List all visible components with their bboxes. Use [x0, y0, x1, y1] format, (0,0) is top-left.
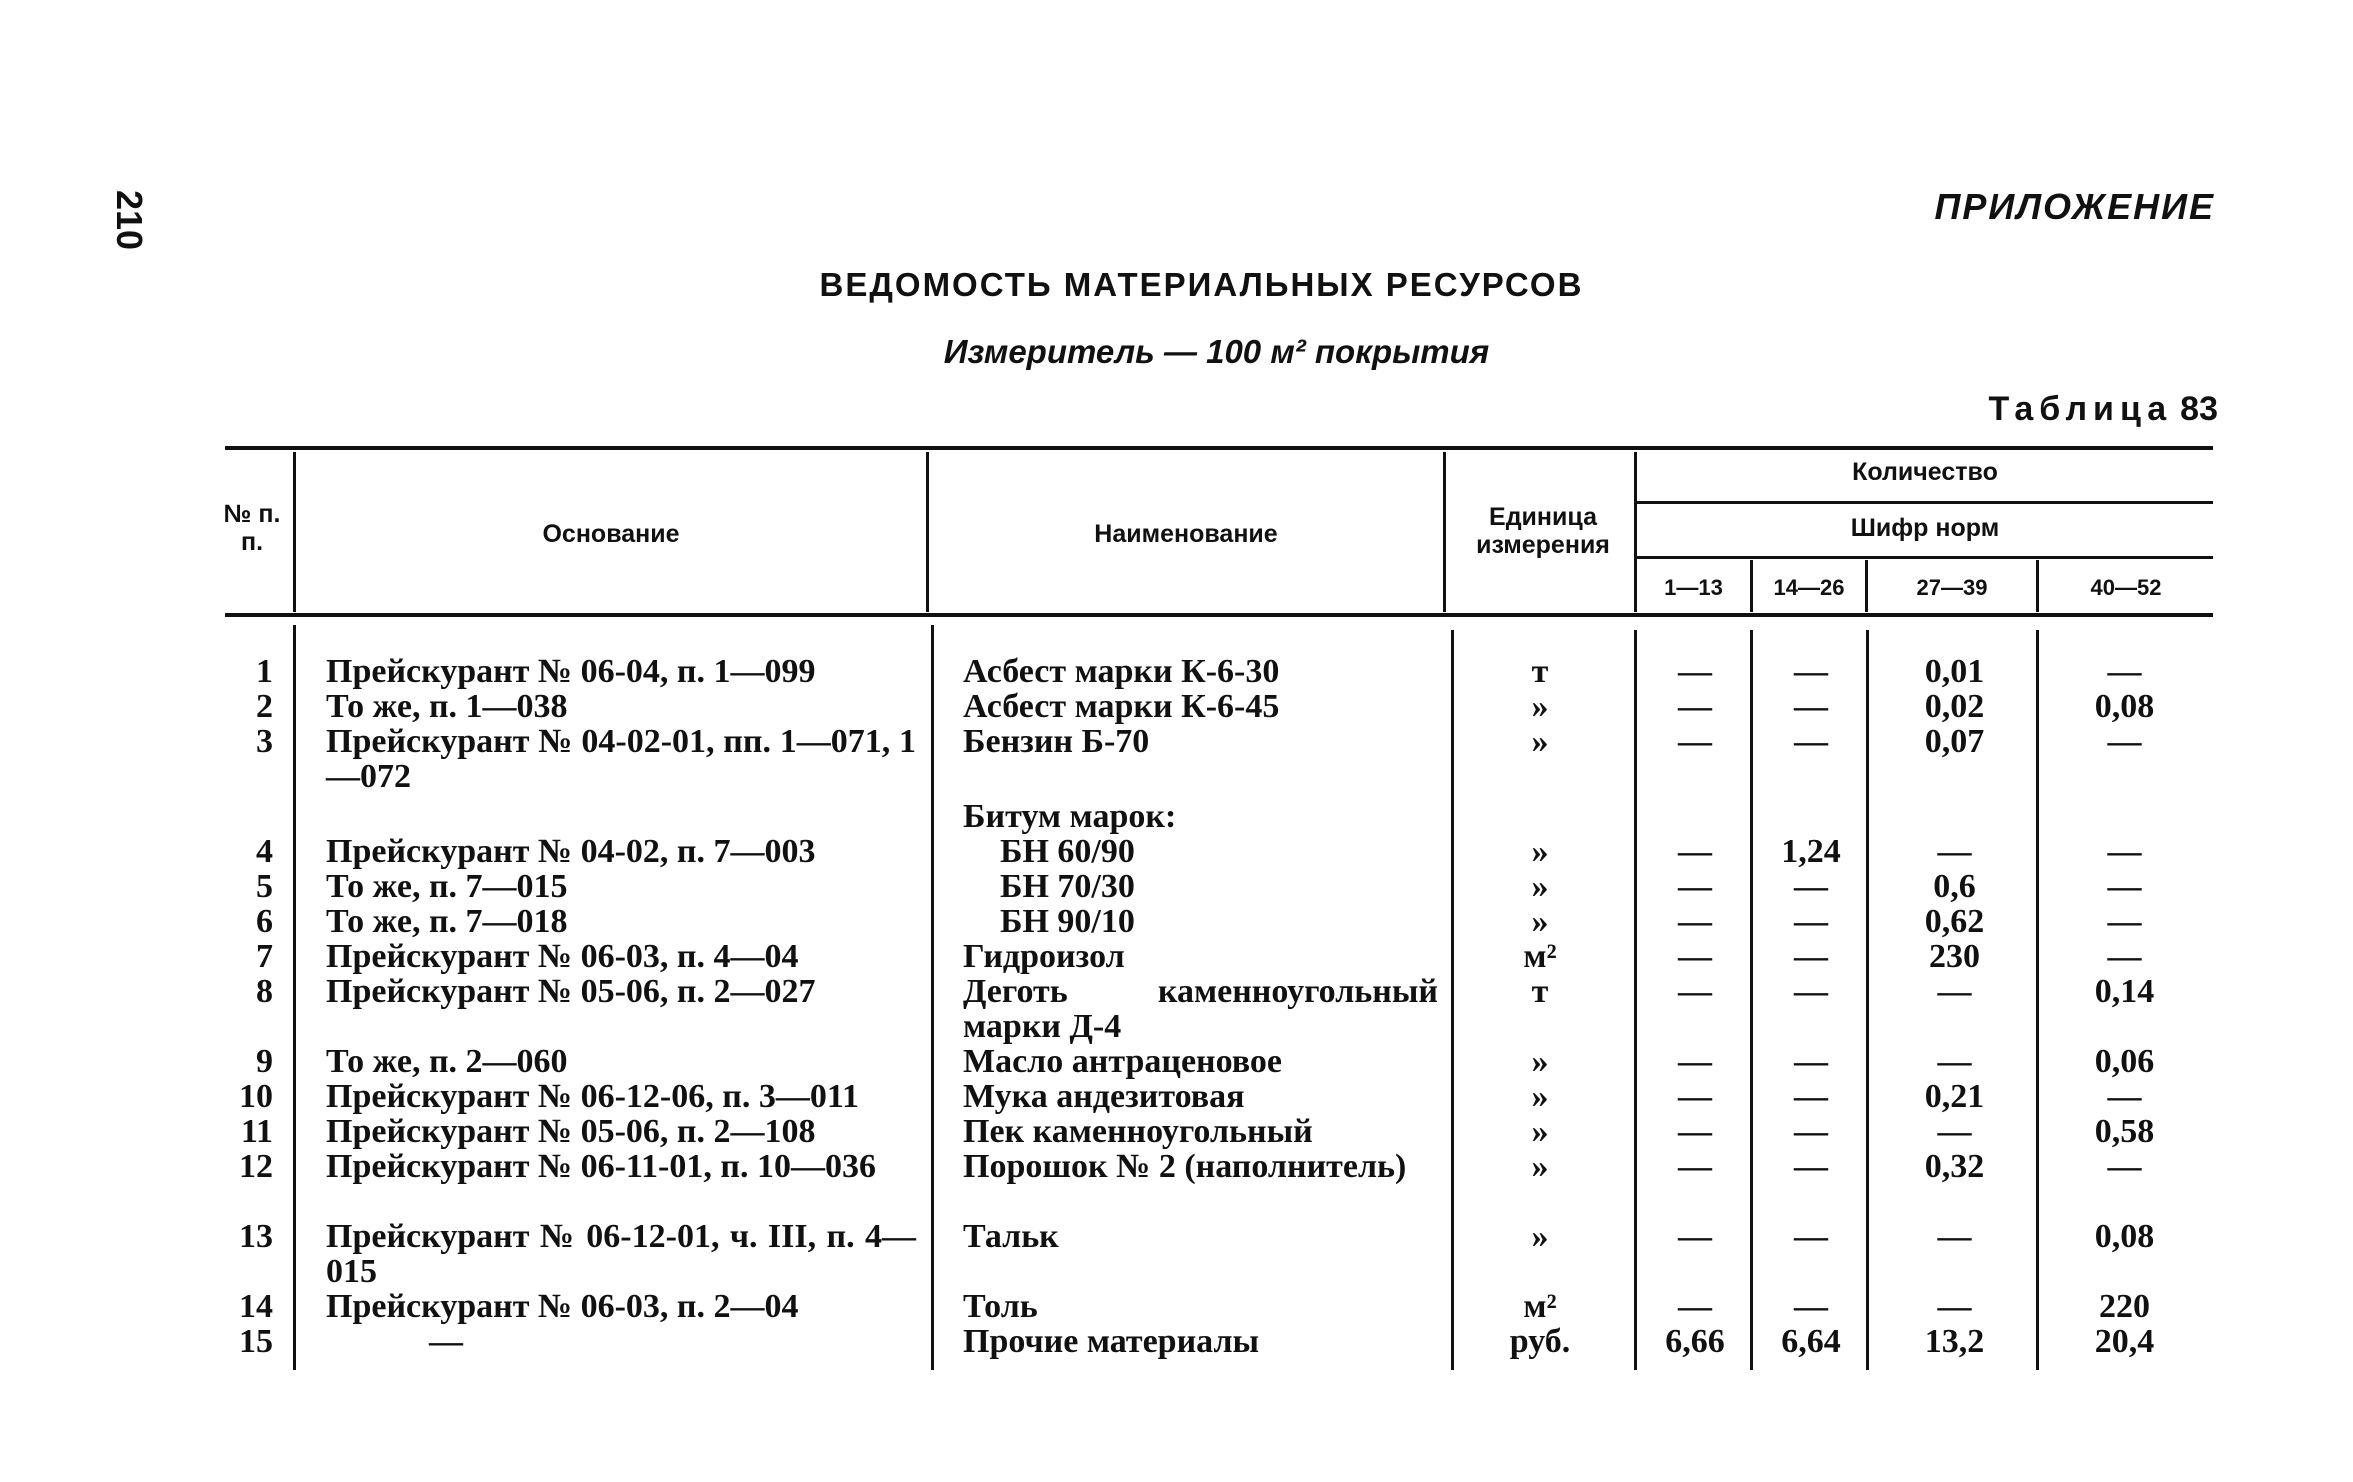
- row-number: 15: [239, 1323, 273, 1360]
- row-unit: »: [1531, 1113, 1549, 1150]
- row-number: 14: [239, 1288, 273, 1325]
- body-divider: [1750, 630, 1753, 1370]
- body-divider: [1451, 630, 1454, 1370]
- table-top-rule: [225, 446, 2213, 450]
- row-basis: —: [429, 1323, 463, 1360]
- row-qty-4: —: [2107, 938, 2142, 975]
- row-qty-2: —: [1794, 1218, 1828, 1255]
- row-qty-2: —: [1794, 653, 1828, 690]
- table-caption-number: 83: [2180, 390, 2218, 428]
- row-unit: »: [1531, 1043, 1549, 1080]
- row-number: 9: [256, 1043, 273, 1080]
- row-name: Прочие материалы: [963, 1323, 1260, 1360]
- row-qty-4: —: [2107, 1148, 2142, 1185]
- header-divider: [1443, 452, 1446, 612]
- row-qty-2: —: [1794, 1148, 1828, 1185]
- row-basis: То же, п. 1—038: [326, 688, 568, 725]
- row-number: 3: [256, 723, 273, 760]
- row-qty-4: —: [2107, 903, 2142, 940]
- row-unit: »: [1531, 903, 1549, 940]
- row-qty-1: —: [1678, 833, 1712, 870]
- row-name: БН 60/90: [1000, 833, 1135, 870]
- body-divider: [931, 625, 934, 1370]
- row-qty-2: —: [1794, 938, 1828, 975]
- row-basis: Прейскурант № 05-06, п. 2—108: [326, 1113, 816, 1150]
- row-qty-3: —: [1937, 1043, 1972, 1080]
- row-unit: »: [1531, 688, 1549, 725]
- norm-code-rule: [1636, 556, 2213, 559]
- row-qty-3: —: [1937, 1218, 1972, 1255]
- header-basis: Основание: [542, 520, 680, 548]
- row-qty-2: —: [1794, 1043, 1828, 1080]
- row-qty-4: 220: [2099, 1288, 2150, 1325]
- row-name: БН 90/10: [1000, 903, 1135, 940]
- row-qty-2: —: [1794, 688, 1828, 725]
- row-basis: Прейскурант № 06-11-01, п. 10—036: [326, 1148, 876, 1185]
- row-qty-2: —: [1794, 903, 1828, 940]
- row-name: Пек каменноугольный: [963, 1113, 1313, 1150]
- row-qty-4: —: [2107, 1078, 2142, 1115]
- row-number: 13: [239, 1218, 273, 1255]
- row-number: 2: [256, 688, 273, 725]
- row-qty-4: 0,08: [2094, 1218, 2155, 1255]
- row-qty-1: —: [1678, 868, 1712, 905]
- row-unit: »: [1531, 868, 1549, 905]
- row-qty-3: 0,62: [1924, 903, 1985, 940]
- row-qty-4: —: [2107, 868, 2142, 905]
- row-number: 7: [256, 938, 273, 975]
- table-caption-word: Таблица: [1988, 390, 2173, 428]
- row-name: Гидроизол: [963, 938, 1125, 975]
- header-col-1: 1—13: [1664, 575, 1723, 600]
- row-qty-3: 230: [1929, 938, 1980, 975]
- row-number: 12: [239, 1148, 273, 1185]
- header-col-3: 27—39: [1916, 575, 1988, 600]
- body-divider: [293, 625, 296, 1370]
- row-basis: Прейскурант № 06-12-06, п. 3—011: [326, 1078, 859, 1115]
- header-name: Наименование: [1094, 520, 1278, 548]
- row-unit: руб.: [1509, 1323, 1571, 1360]
- row-qty-4: —: [2107, 723, 2142, 760]
- group-heading: Битум марок:: [963, 798, 1177, 835]
- row-qty-2: —: [1794, 1078, 1828, 1115]
- row-unit: т: [1531, 653, 1549, 690]
- header-unit: Единица измерения: [1476, 503, 1610, 559]
- row-number: 11: [240, 1113, 273, 1150]
- row-qty-1: —: [1678, 1113, 1712, 1150]
- row-number: 8: [256, 973, 273, 1010]
- header-col-2: 14—26: [1773, 575, 1845, 600]
- row-qty-1: —: [1678, 1148, 1712, 1185]
- row-basis: Прейскурант № 06-03, п. 2—04: [326, 1288, 799, 1325]
- row-basis: То же, п. 2—060: [326, 1043, 568, 1080]
- row-qty-4: 0,58: [2094, 1113, 2155, 1150]
- row-qty-3: 0,07: [1924, 723, 1985, 760]
- row-basis: Прейскурант № 06-03, п. 4—04: [326, 938, 799, 975]
- row-qty-1: —: [1678, 723, 1712, 760]
- row-name: Толь: [963, 1288, 1038, 1325]
- row-name: Порошок № 2 (наполнитель): [963, 1148, 1407, 1185]
- row-qty-2: —: [1794, 1113, 1828, 1150]
- row-name: Асбест марки К-6-45: [963, 688, 1280, 725]
- row-qty-1: —: [1678, 653, 1712, 690]
- row-basis: То же, п. 7—015: [326, 868, 568, 905]
- row-unit: м²: [1523, 1288, 1557, 1325]
- row-qty-4: 0,08: [2094, 688, 2155, 725]
- row-qty-3: —: [1937, 1288, 1972, 1325]
- header-quantity: Количество: [1852, 458, 1998, 486]
- row-qty-1: —: [1678, 1043, 1712, 1080]
- row-basis: Прейскурант № 04-02-01, пп. 1—071, 1—072: [326, 723, 916, 795]
- row-qty-3: 0,6: [1933, 868, 1976, 905]
- row-qty-1: 6,66: [1665, 1323, 1725, 1360]
- row-unit: »: [1531, 1078, 1549, 1115]
- row-qty-2: —: [1794, 723, 1828, 760]
- row-qty-1: —: [1678, 903, 1712, 940]
- row-qty-3: —: [1937, 833, 1972, 870]
- page-number: 210: [109, 190, 150, 251]
- header-row-no: № п. п.: [223, 500, 281, 556]
- body-divider: [1634, 630, 1637, 1370]
- row-name: Деготь каменноугольный марки Д-4: [963, 973, 1438, 1045]
- row-number: 4: [256, 833, 273, 870]
- row-number: 6: [256, 903, 273, 940]
- row-qty-1: —: [1678, 688, 1712, 725]
- document-subtitle: Измеритель — 100 м² покрытия: [943, 333, 1490, 370]
- row-qty-1: —: [1678, 973, 1712, 1010]
- row-unit: »: [1531, 723, 1549, 760]
- row-qty-3: —: [1937, 1113, 1972, 1150]
- row-number: 10: [239, 1078, 273, 1115]
- header-bottom-rule: [225, 613, 2213, 617]
- row-qty-4: —: [2107, 653, 2142, 690]
- row-qty-3: 13,2: [1924, 1323, 1985, 1360]
- row-qty-2: 1,24: [1781, 833, 1841, 870]
- header-col-4: 40—52: [2090, 575, 2162, 600]
- row-qty-4: 20,4: [2094, 1323, 2155, 1360]
- row-qty-2: —: [1794, 973, 1828, 1010]
- row-name: Бензин Б-70: [963, 723, 1150, 760]
- row-qty-4: 0,06: [2094, 1043, 2155, 1080]
- header-norm-code: Шифр норм: [1850, 514, 2000, 542]
- row-qty-4: —: [2107, 833, 2142, 870]
- row-unit: м²: [1523, 938, 1557, 975]
- quantity-rule: [1636, 501, 2213, 504]
- row-basis: Прейскурант № 05-06, п. 2—027: [326, 973, 816, 1010]
- table-caption: [1988, 390, 2218, 429]
- row-qty-3: 0,01: [1924, 653, 1985, 690]
- row-name: Мука андезитовая: [963, 1078, 1245, 1115]
- row-basis: Прейскурант № 06-12-01, ч. III, п. 4—015: [326, 1218, 916, 1290]
- appendix-label: ПРИЛОЖЕНИЕ: [1934, 186, 2215, 227]
- row-name: Тальк: [963, 1218, 1059, 1255]
- row-qty-1: —: [1678, 1218, 1712, 1255]
- row-qty-3: 0,32: [1924, 1148, 1985, 1185]
- row-unit: »: [1531, 1218, 1549, 1255]
- row-basis: Прейскурант № 06-04, п. 1—099: [326, 653, 816, 690]
- row-qty-3: 0,21: [1924, 1078, 1985, 1115]
- row-qty-3: 0,02: [1924, 688, 1985, 725]
- row-name: БН 70/30: [1000, 868, 1135, 905]
- row-basis: Прейскурант № 04-02, п. 7—003: [326, 833, 816, 870]
- row-qty-1: —: [1678, 1288, 1712, 1325]
- row-qty-2: 6,64: [1781, 1323, 1841, 1360]
- row-unit: »: [1531, 833, 1549, 870]
- row-qty-3: —: [1937, 973, 1972, 1010]
- row-qty-2: —: [1794, 1288, 1828, 1325]
- row-number: 1: [256, 653, 273, 690]
- row-name: Асбест марки К-6-30: [963, 653, 1280, 690]
- row-qty-4: 0,14: [2094, 973, 2155, 1010]
- row-qty-2: —: [1794, 868, 1828, 905]
- row-unit: т: [1531, 973, 1549, 1010]
- row-number: 5: [256, 868, 273, 905]
- row-unit: »: [1531, 1148, 1549, 1185]
- row-qty-1: —: [1678, 1078, 1712, 1115]
- document-title: ВЕДОМОСТЬ МАТЕРИАЛЬНЫХ РЕСУРСОВ: [819, 266, 1584, 303]
- row-qty-1: —: [1678, 938, 1712, 975]
- row-name: Масло антраценовое: [963, 1043, 1283, 1080]
- row-basis: То же, п. 7—018: [326, 903, 568, 940]
